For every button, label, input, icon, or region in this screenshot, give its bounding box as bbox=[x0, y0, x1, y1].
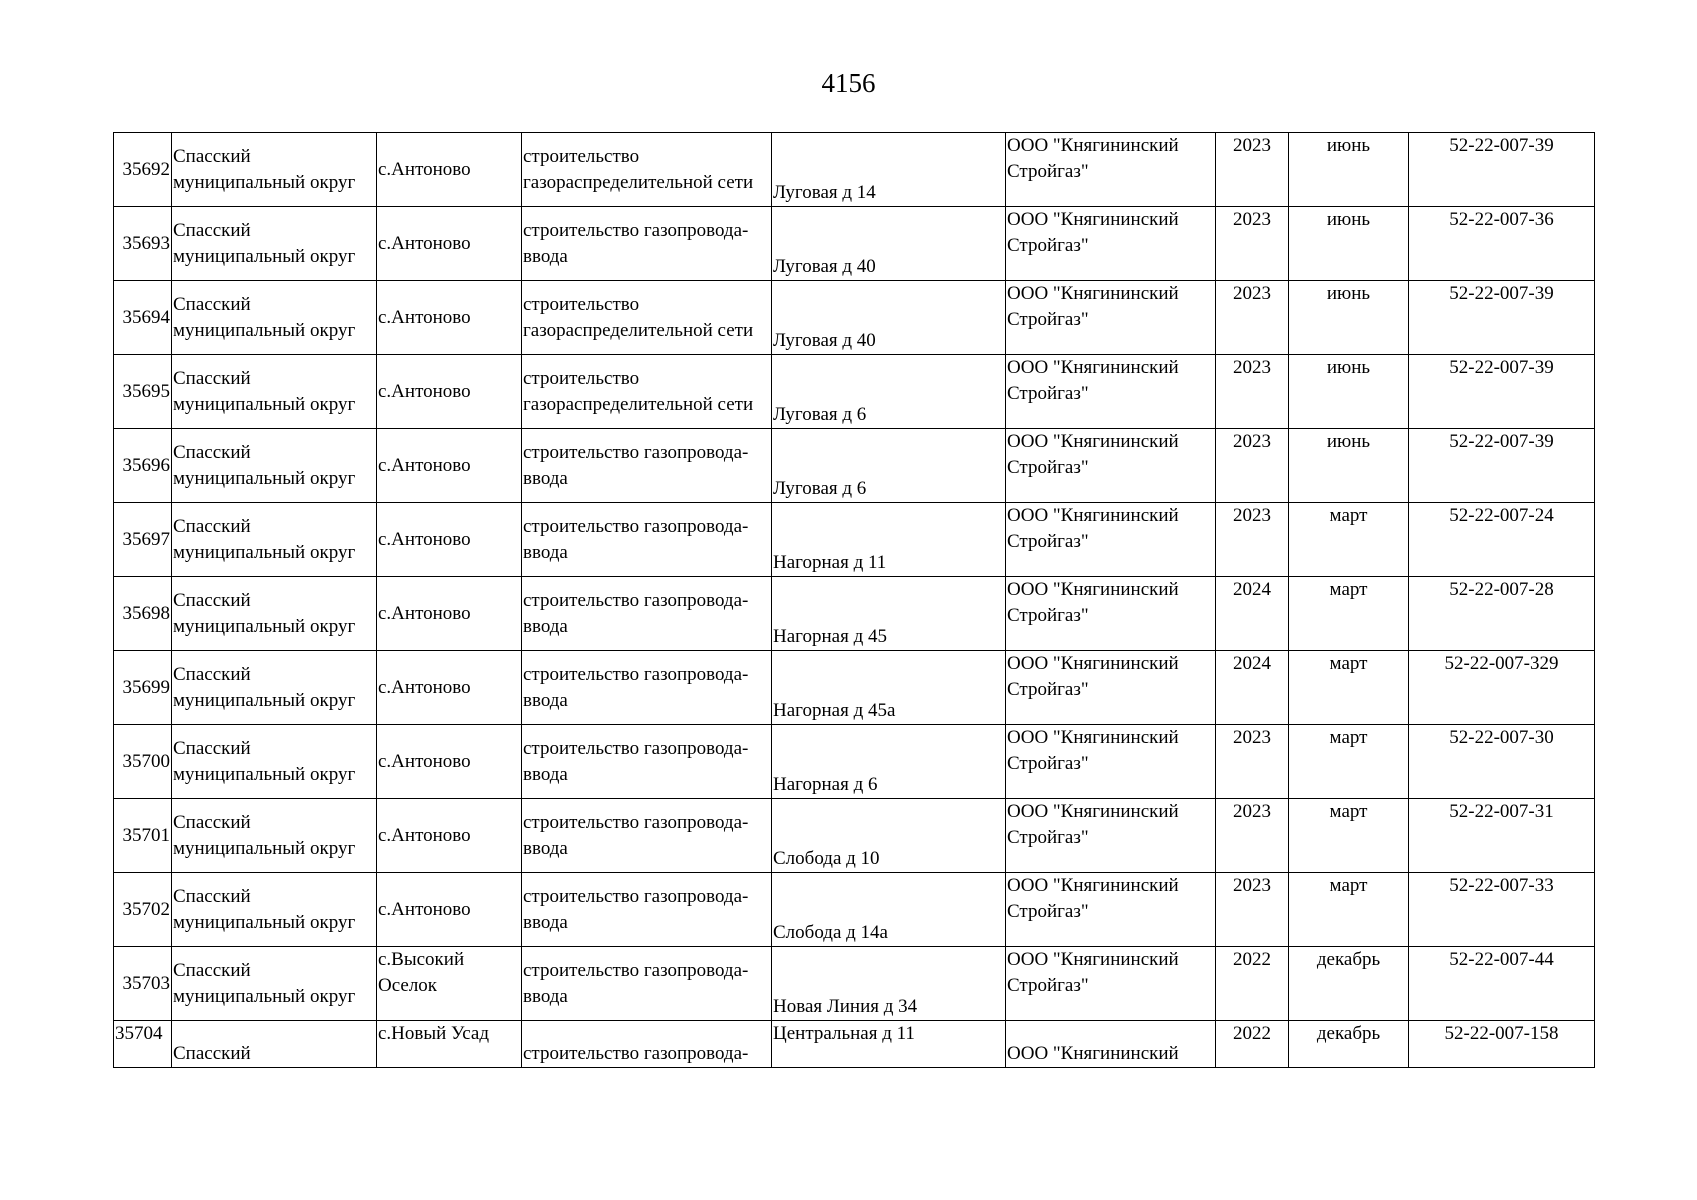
work-type-cell-line: строительство bbox=[523, 367, 640, 389]
work-type-cell-line: ввода bbox=[523, 245, 568, 267]
address-cell: Луговая д 6 bbox=[772, 429, 1006, 503]
code-cell: 52-22-007-39 bbox=[1409, 281, 1595, 355]
district-cell-line: Спасский bbox=[173, 589, 251, 611]
address-cell: Луговая д 14 bbox=[772, 133, 1006, 207]
table-row bbox=[114, 429, 1595, 503]
address-cell: Луговая д 6 bbox=[772, 355, 1006, 429]
work-type-cell-line: строительство газопровода- bbox=[523, 811, 749, 833]
organization-cell-line: Стройгаз" bbox=[1007, 531, 1089, 552]
year-cell: 2024 bbox=[1216, 651, 1289, 725]
district-cell-line: муниципальный округ bbox=[173, 245, 356, 267]
organization-cell bbox=[1006, 873, 1216, 947]
table-row bbox=[114, 947, 1595, 1021]
organization-cell-line: ООО "Княгининский bbox=[1007, 875, 1179, 896]
code-cell: 52-22-007-158 bbox=[1409, 1021, 1595, 1068]
organization-cell-line: ООО "Княгининский bbox=[1007, 727, 1179, 748]
address-cell: Слобода д 14а bbox=[772, 873, 1006, 947]
district-cell-line: муниципальный округ bbox=[173, 689, 356, 711]
organization-cell-line: Стройгаз" bbox=[1007, 901, 1089, 922]
district-cell-line: Спасский bbox=[173, 367, 251, 389]
district-cell-line: муниципальный округ bbox=[173, 837, 356, 859]
work-type-cell-line: строительство газопровода- bbox=[523, 737, 749, 759]
row-number: 35695 bbox=[114, 355, 172, 429]
table-body bbox=[114, 133, 1595, 1068]
table-row bbox=[114, 651, 1595, 725]
settlement-cell: с.Антоново bbox=[377, 873, 522, 947]
month-cell: март bbox=[1289, 799, 1409, 873]
row-number: 35702 bbox=[114, 873, 172, 947]
organization-cell-line: Стройгаз" bbox=[1007, 161, 1089, 182]
row-number: 35700 bbox=[114, 725, 172, 799]
organization-cell bbox=[1006, 281, 1216, 355]
work-type-cell-line: строительство газопровода- bbox=[523, 589, 749, 611]
work-type-cell bbox=[522, 503, 772, 577]
year-cell: 2023 bbox=[1216, 207, 1289, 281]
year-cell: 2023 bbox=[1216, 355, 1289, 429]
month-cell: июнь bbox=[1289, 281, 1409, 355]
organization-cell bbox=[1006, 947, 1216, 1021]
table-row bbox=[114, 725, 1595, 799]
organization-cell-line: ООО "Княгининский bbox=[1007, 653, 1179, 674]
settlement-cell: с.Антоново bbox=[377, 799, 522, 873]
work-type-cell-line: ввода bbox=[523, 837, 568, 859]
row-number: 35697 bbox=[114, 503, 172, 577]
district-cell-line: муниципальный округ bbox=[173, 171, 356, 193]
table-row bbox=[114, 281, 1595, 355]
district-cell bbox=[172, 725, 377, 799]
code-cell: 52-22-007-28 bbox=[1409, 577, 1595, 651]
organization-cell-line: ООО "Княгининский bbox=[1007, 505, 1179, 526]
work-type-cell-line: ввода bbox=[523, 467, 568, 489]
code-cell: 52-22-007-30 bbox=[1409, 725, 1595, 799]
organization-cell-line: ООО "Княгининский bbox=[1007, 801, 1179, 822]
address-cell: Новая Линия д 34 bbox=[772, 947, 1006, 1021]
district-cell-line: Спасский bbox=[173, 219, 251, 241]
work-type-cell-line: газораспределительной сети bbox=[523, 393, 754, 415]
district-cell-line: Спасский bbox=[173, 515, 251, 537]
year-cell: 2023 bbox=[1216, 281, 1289, 355]
year-cell: 2022 bbox=[1216, 1021, 1289, 1068]
code-cell: 52-22-007-33 bbox=[1409, 873, 1595, 947]
month-cell: март bbox=[1289, 577, 1409, 651]
month-cell: июнь bbox=[1289, 429, 1409, 503]
district-cell bbox=[172, 503, 377, 577]
work-type-cell-line: газораспределительной сети bbox=[523, 171, 754, 193]
work-type-cell-line: строительство газопровода- bbox=[523, 219, 749, 241]
table-row bbox=[114, 355, 1595, 429]
district-cell-line: Спасский bbox=[173, 811, 251, 833]
organization-cell bbox=[1006, 355, 1216, 429]
code-cell: 52-22-007-31 bbox=[1409, 799, 1595, 873]
district-cell-line: Спасский bbox=[173, 885, 251, 907]
settlement-cell: с.Антоново bbox=[377, 725, 522, 799]
district-cell bbox=[172, 799, 377, 873]
code-cell: 52-22-007-36 bbox=[1409, 207, 1595, 281]
code-cell: 52-22-007-39 bbox=[1409, 355, 1595, 429]
district-cell-line: муниципальный округ bbox=[173, 393, 356, 415]
address-cell: Слобода д 10 bbox=[772, 799, 1006, 873]
row-number: 35698 bbox=[114, 577, 172, 651]
year-cell: 2023 bbox=[1216, 873, 1289, 947]
settlement-cell: с.Антоново bbox=[377, 281, 522, 355]
address-cell: Нагорная д 6 bbox=[772, 725, 1006, 799]
organization-cell bbox=[1006, 133, 1216, 207]
table-row bbox=[114, 577, 1595, 651]
work-type-cell-line: строительство газопровода- bbox=[523, 959, 749, 981]
organization-cell-line: ООО "Княгининский bbox=[1007, 357, 1179, 378]
district-cell-line: муниципальный округ bbox=[173, 319, 356, 341]
row-number: 35704 bbox=[114, 1021, 172, 1068]
district-cell bbox=[172, 577, 377, 651]
year-cell: 2022 bbox=[1216, 947, 1289, 1021]
work-type-cell bbox=[522, 577, 772, 651]
settlement-cell: с.Антоново bbox=[377, 577, 522, 651]
code-cell: 52-22-007-329 bbox=[1409, 651, 1595, 725]
year-cell: 2023 bbox=[1216, 799, 1289, 873]
address-cell: Центральная д 11 bbox=[772, 1021, 1006, 1068]
work-type-cell-line: ввода bbox=[523, 615, 568, 637]
settlement-cell: с.Антоново bbox=[377, 133, 522, 207]
row-number: 35699 bbox=[114, 651, 172, 725]
work-type-cell-line: ввода bbox=[523, 911, 568, 933]
district-cell-line: Спасский bbox=[173, 737, 251, 759]
district-cell bbox=[172, 355, 377, 429]
organization-cell-line: Стройгаз" bbox=[1007, 975, 1089, 996]
work-type-cell-line: газораспределительной сети bbox=[523, 319, 754, 341]
table-row bbox=[114, 503, 1595, 577]
settlement-cell-line: Оселок bbox=[378, 975, 438, 996]
organization-cell bbox=[1006, 725, 1216, 799]
row-number: 35694 bbox=[114, 281, 172, 355]
code-cell: 52-22-007-44 bbox=[1409, 947, 1595, 1021]
month-cell: декабрь bbox=[1289, 947, 1409, 1021]
month-cell: июнь bbox=[1289, 207, 1409, 281]
organization-cell-line: ООО "Княгининский bbox=[1007, 579, 1179, 600]
organization-cell-line: ООО "Княгининский bbox=[1007, 431, 1179, 452]
work-type-cell-line: строительство газопровода- bbox=[523, 515, 749, 537]
organization-cell bbox=[1006, 799, 1216, 873]
month-cell: март bbox=[1289, 873, 1409, 947]
row-number: 35701 bbox=[114, 799, 172, 873]
year-cell: 2023 bbox=[1216, 503, 1289, 577]
settlement-cell: с.Антоново bbox=[377, 503, 522, 577]
registry-table bbox=[113, 132, 1595, 1068]
work-type-cell bbox=[522, 651, 772, 725]
row-number: 35693 bbox=[114, 207, 172, 281]
row-number: 35696 bbox=[114, 429, 172, 503]
district-cell bbox=[172, 133, 377, 207]
work-type-cell-line: строительство газопровода- bbox=[523, 885, 749, 907]
organization-cell-line: Стройгаз" bbox=[1007, 309, 1089, 330]
settlement-cell-line: с.Высокий bbox=[378, 949, 465, 970]
district-cell-line: Спасский bbox=[173, 293, 251, 315]
organization-cell-line: Стройгаз" bbox=[1007, 383, 1089, 404]
work-type-cell-line: строительство газопровода- bbox=[523, 663, 749, 685]
organization-cell-line: Стройгаз" bbox=[1007, 457, 1089, 478]
organization-cell bbox=[1006, 429, 1216, 503]
table-row bbox=[114, 799, 1595, 873]
district-cell-line: муниципальный округ bbox=[173, 763, 356, 785]
row-number: 35703 bbox=[114, 947, 172, 1021]
district-cell-line: Спасский bbox=[173, 663, 251, 685]
settlement-cell: с.Антоново bbox=[377, 207, 522, 281]
settlement-cell bbox=[377, 947, 522, 1021]
district-cell bbox=[172, 429, 377, 503]
code-cell: 52-22-007-24 bbox=[1409, 503, 1595, 577]
year-cell: 2023 bbox=[1216, 133, 1289, 207]
month-cell: март bbox=[1289, 503, 1409, 577]
work-type-cell bbox=[522, 947, 772, 1021]
district-cell-line: муниципальный округ bbox=[173, 541, 356, 563]
year-cell: 2024 bbox=[1216, 577, 1289, 651]
address-cell: Нагорная д 45 bbox=[772, 577, 1006, 651]
district-cell-line: муниципальный округ bbox=[173, 615, 356, 637]
work-type-cell bbox=[522, 355, 772, 429]
month-cell: декабрь bbox=[1289, 1021, 1409, 1068]
work-type-cell-line: ввода bbox=[523, 763, 568, 785]
work-type-cell-line: ввода bbox=[523, 689, 568, 711]
work-type-cell bbox=[522, 799, 772, 873]
work-type-cell bbox=[522, 873, 772, 947]
work-type-cell: строительство газопровода- bbox=[522, 1021, 772, 1068]
table-row bbox=[114, 207, 1595, 281]
code-cell: 52-22-007-39 bbox=[1409, 429, 1595, 503]
district-cell-line: Спасский bbox=[173, 441, 251, 463]
address-cell: Луговая д 40 bbox=[772, 207, 1006, 281]
organization-cell-line: ООО "Княгининский bbox=[1007, 209, 1179, 230]
work-type-cell-line: ввода bbox=[523, 541, 568, 563]
organization-cell-line: Стройгаз" bbox=[1007, 827, 1089, 848]
organization-cell-line: ООО "Княгининский bbox=[1007, 283, 1179, 304]
work-type-cell-line: ввода bbox=[523, 985, 568, 1007]
district-cell-line: муниципальный округ bbox=[173, 985, 356, 1007]
work-type-cell bbox=[522, 725, 772, 799]
settlement-cell: с.Антоново bbox=[377, 429, 522, 503]
district-cell bbox=[172, 281, 377, 355]
organization-cell-line: Стройгаз" bbox=[1007, 605, 1089, 626]
district-cell bbox=[172, 651, 377, 725]
district-cell bbox=[172, 207, 377, 281]
organization-cell-line: ООО "Княгининский bbox=[1007, 949, 1179, 970]
month-cell: июнь bbox=[1289, 133, 1409, 207]
table-row bbox=[114, 873, 1595, 947]
address-cell: Луговая д 40 bbox=[772, 281, 1006, 355]
organization-cell bbox=[1006, 577, 1216, 651]
work-type-cell bbox=[522, 281, 772, 355]
month-cell: июнь bbox=[1289, 355, 1409, 429]
organization-cell bbox=[1006, 207, 1216, 281]
district-cell-line: муниципальный округ bbox=[173, 467, 356, 489]
organization-cell-line: Стройгаз" bbox=[1007, 235, 1089, 256]
settlement-cell: с.Антоново bbox=[377, 651, 522, 725]
district-cell-line: муниципальный округ bbox=[173, 911, 356, 933]
district-cell-line: Спасский bbox=[173, 959, 251, 981]
page-number: 4156 bbox=[821, 68, 876, 98]
work-type-cell-line: строительство bbox=[523, 145, 640, 167]
table-row bbox=[114, 1021, 1595, 1068]
address-cell: Нагорная д 45а bbox=[772, 651, 1006, 725]
month-cell: март bbox=[1289, 651, 1409, 725]
year-cell: 2023 bbox=[1216, 429, 1289, 503]
organization-cell bbox=[1006, 651, 1216, 725]
district-cell: Спасский bbox=[172, 1021, 377, 1068]
organization-cell bbox=[1006, 503, 1216, 577]
work-type-cell bbox=[522, 207, 772, 281]
work-type-cell-line: строительство bbox=[523, 293, 640, 315]
district-cell bbox=[172, 873, 377, 947]
month-cell: март bbox=[1289, 725, 1409, 799]
organization-cell-line: ООО "Княгининский bbox=[1007, 135, 1179, 156]
work-type-cell-line: строительство газопровода- bbox=[523, 441, 749, 463]
code-cell: 52-22-007-39 bbox=[1409, 133, 1595, 207]
address-cell: Нагорная д 11 bbox=[772, 503, 1006, 577]
district-cell bbox=[172, 947, 377, 1021]
row-number: 35692 bbox=[114, 133, 172, 207]
settlement-cell: с.Антоново bbox=[377, 355, 522, 429]
work-type-cell bbox=[522, 429, 772, 503]
year-cell: 2023 bbox=[1216, 725, 1289, 799]
work-type-cell bbox=[522, 133, 772, 207]
organization-cell-line: Стройгаз" bbox=[1007, 679, 1089, 700]
organization-cell-line: Стройгаз" bbox=[1007, 753, 1089, 774]
table-row bbox=[114, 133, 1595, 207]
settlement-cell: с.Новый Усад bbox=[377, 1021, 522, 1068]
district-cell-line: Спасский bbox=[173, 145, 251, 167]
organization-cell: ООО "Княгининский bbox=[1006, 1021, 1216, 1068]
